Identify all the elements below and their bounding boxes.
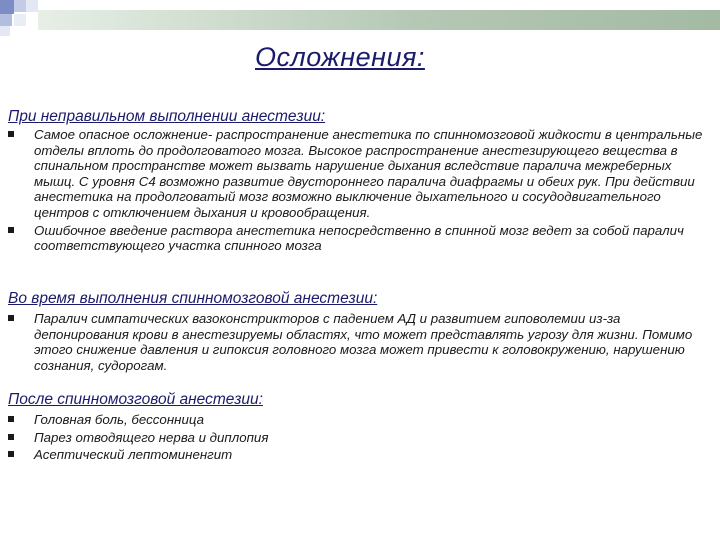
list-item-text: Ошибочное введение раствора анестетика непосредственно в спинной мозг ведет за собой паралич соответствующего участка спинного мозга <box>34 222 684 254</box>
square-bullet-icon <box>8 434 14 440</box>
list-item <box>8 430 712 446</box>
list-item-text: Парез отводящего нерва и диплопия <box>34 429 269 445</box>
square-bullet-icon <box>8 451 14 457</box>
list-item-text: Головная боль, бессонница <box>34 412 204 427</box>
square-bullet-icon <box>8 131 14 137</box>
decor-square <box>14 14 26 26</box>
list-item <box>8 127 712 221</box>
section-heading-incorrect: При неправильном выполнении анестезии: <box>8 108 326 125</box>
decor-square <box>26 0 38 12</box>
section-heading-during: Во время выполнения спинномозговой анестезии: <box>8 290 378 307</box>
list-item <box>8 311 712 373</box>
list-item <box>8 412 712 428</box>
list-item-text: Паралич симпатических вазоконстрикторов с падением АД и развитием гиповолемии из-за депонирования крови в анестезируемы областях, что может представлять угрозу для жизни. Помимо этого снижение давления и гипоксия головного мозга может привести к головокружению, нарушению сознания, судорогам. <box>34 311 693 373</box>
slide-title: Осложнения: <box>255 42 425 72</box>
square-bullet-icon <box>8 416 14 422</box>
square-bullet-icon <box>8 315 14 321</box>
header-gradient-bar <box>38 10 720 30</box>
section-list-after <box>8 412 712 463</box>
decor-square <box>0 14 12 26</box>
section-heading-after: После спинномозговой анестезии: <box>8 391 263 408</box>
decor-square <box>0 26 10 36</box>
section-list-incorrect <box>8 127 712 254</box>
list-item-text: Асептический лептоминенгит <box>34 447 233 463</box>
square-bullet-icon <box>8 227 14 233</box>
decor-square <box>0 0 14 14</box>
list-item <box>8 447 712 463</box>
section-list-during <box>8 311 712 373</box>
list-item <box>8 223 712 254</box>
list-item-text: Самое опасное осложнение- распространение анестетика по спинномозговой жидкости в центральные отделы вплоть до продолговатого мозга. Высокое распространение анестезирующего вещества в спинальном пространстве может вызвать нарушение дыхания вследствие паралича межреберных мышц. С уровня С4 возможно развитие двустороннего паралича диафрагмы и обеих рук. При действии анестетика на продолговатый мозг возможно выключение дыхательного и сосудодвигательного центров с отключением дыхания и кровообращения. <box>34 127 703 220</box>
decor-square <box>14 0 26 12</box>
